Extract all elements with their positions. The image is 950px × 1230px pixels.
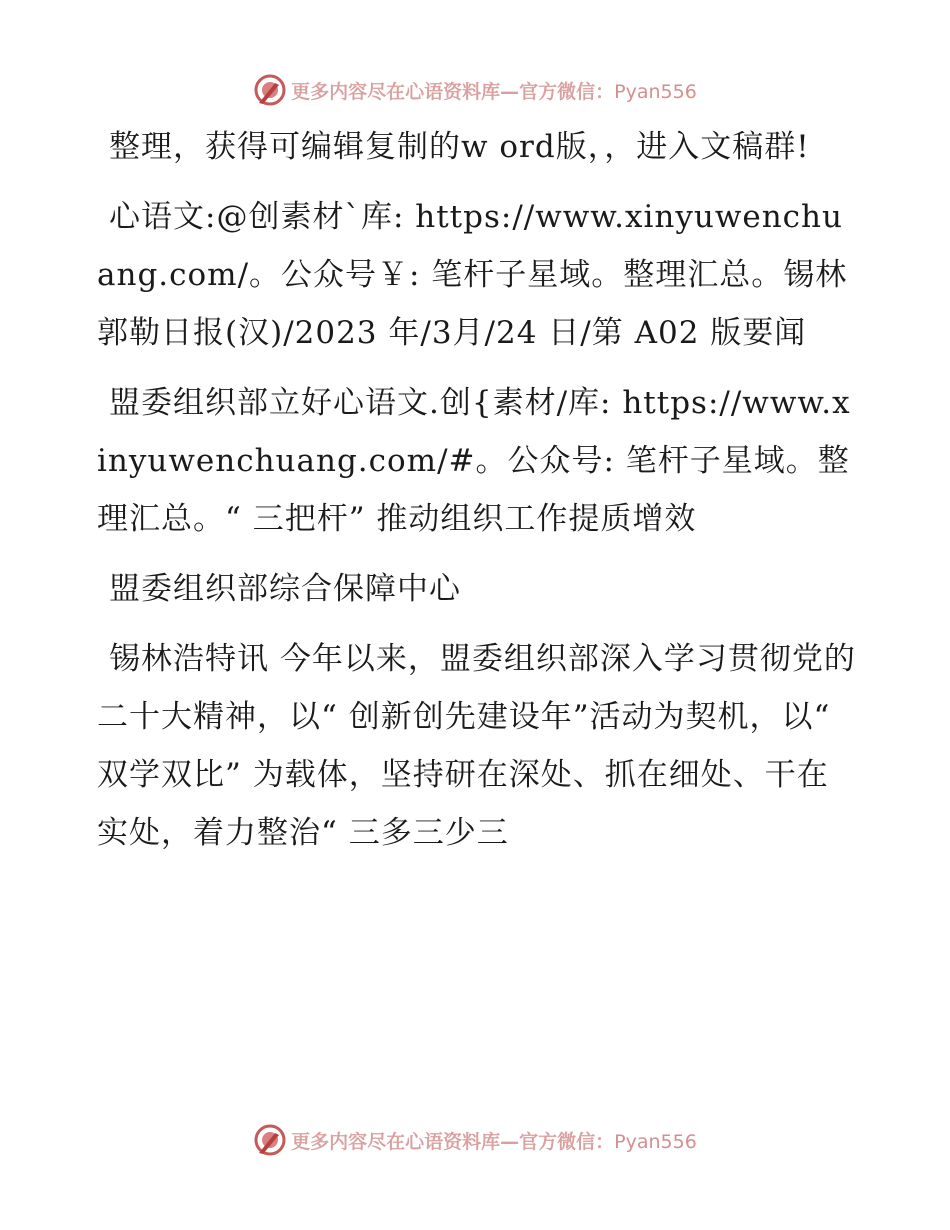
- paragraph-source: 心语文:@创素材`库: https://www.xinyuwenchuang.com/。公众号￥: 笔杆子星域。整理汇总。锡林郭勒日报(汉)/2023 年/3月/24 日/第 A02 版要闻: [97, 199, 848, 351]
- pen-logo-icon: [253, 73, 287, 107]
- paragraph-author: 盟委组织部综合保障中心: [109, 571, 461, 607]
- watermark-text: 更多内容尽在心语资料库—官方微信：: [291, 80, 615, 103]
- pen-logo-icon: [253, 1123, 287, 1157]
- watermark-wechat-id: Pyan556: [614, 80, 697, 103]
- document-body: [97, 118, 857, 874]
- paragraph-body: 锡林浩特讯 今年以来，盟委组织部深入学习贯彻党的二十大精神，以“ 创新创先建设年”活动为契机，以“ 双学双比” 为载体，坚持研在深处、抓在细处、干在实处，着力整治“ 三多三少三: [97, 641, 856, 851]
- header-watermark: [0, 70, 950, 110]
- paragraph-headline: 盟委组织部立好心语文.创{素材/库: https://www.xinyuwenchuang.com/#。公众号: 笔杆子星域。整理汇总。“ 三把杆” 推动组织工作提质增效: [97, 385, 851, 537]
- watermark-wechat-id: Pyan556: [614, 1130, 697, 1153]
- watermark-text: 更多内容尽在心语资料库—官方微信：: [291, 1130, 615, 1153]
- paragraph-intro: 整理，获得可编辑复制的w ord版，，进入文稿群!: [109, 129, 810, 165]
- footer-watermark: [0, 1120, 950, 1160]
